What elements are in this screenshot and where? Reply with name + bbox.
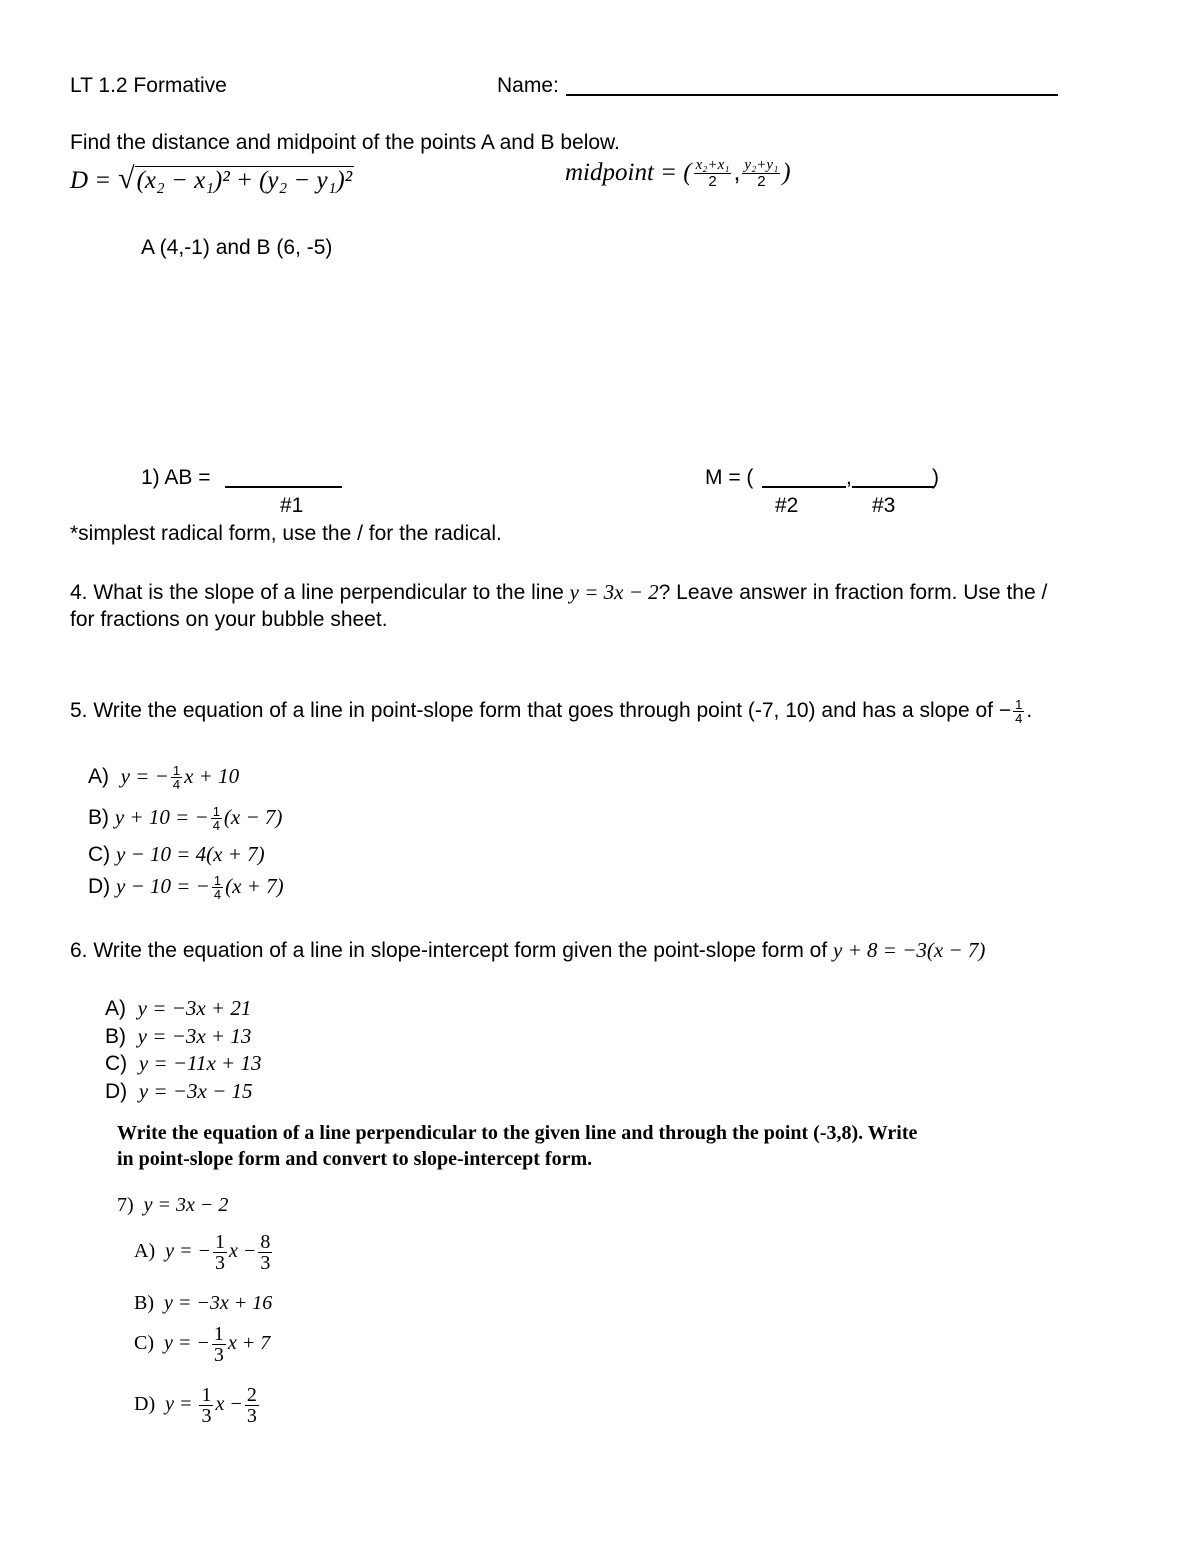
q1-label: 1) AB =: [141, 466, 211, 489]
q4-text-before: 4. What is the slope of a line perpendicular to the line: [70, 581, 570, 604]
option-label: A): [105, 997, 126, 1020]
q6-question: [70, 938, 985, 963]
q3-tag: #3: [872, 494, 896, 517]
midpoint-y-fraction: [742, 158, 780, 189]
option-expr-tail: (x + 7): [225, 874, 284, 899]
q4-line-1: [70, 580, 1047, 605]
option-label: C): [105, 1052, 128, 1075]
option-fraction: [211, 805, 222, 832]
option-fraction-2: [258, 1232, 272, 1273]
option-label: B): [105, 1025, 126, 1048]
midpoint-sep: ,: [733, 158, 741, 187]
midpoint-answer-sep: ,: [846, 466, 852, 489]
q7-prompt-expr: y = 3x − 2: [143, 1194, 229, 1216]
q5-question: [70, 698, 1032, 725]
option-fraction-1: [199, 1385, 213, 1426]
midpoint-answer-label: M = (: [705, 466, 754, 489]
option-lhs: y = −: [164, 1332, 210, 1355]
fraction-num: 1: [213, 1323, 224, 1345]
fraction-num: 2: [246, 1384, 257, 1406]
fraction-num: 8: [260, 1231, 271, 1253]
q4-line-2: for fractions on your bubble sheet.: [70, 608, 388, 631]
q5-end: .: [1026, 699, 1033, 723]
fraction-num: 1: [172, 763, 181, 778]
distance-lhs: D =: [70, 167, 112, 194]
option-mid: x −: [215, 1393, 243, 1416]
fraction-den: 3: [214, 1252, 225, 1274]
option-label: B): [88, 806, 109, 830]
q7-option-a[interactable]: [134, 1232, 274, 1273]
distance-formula: [70, 162, 354, 196]
q6-option-a[interactable]: [105, 996, 251, 1021]
radical-note: *simplest radical form, use the / for the radical.: [70, 522, 502, 545]
q5-option-c[interactable]: [88, 842, 265, 867]
option-mid: x + 7: [227, 1332, 271, 1355]
q3-answer-blank[interactable]: [852, 486, 934, 488]
option-expr: y − 10 = 4(x + 7): [116, 842, 265, 866]
distance-midpoint-instruction: Find the distance and midpoint of the points A and B below.: [70, 131, 620, 154]
option-fraction: [212, 874, 223, 901]
midpoint-close: ): [782, 159, 791, 187]
fraction-den: 3: [201, 1405, 212, 1427]
radical-icon: √: [118, 162, 135, 195]
option-label: B): [134, 1292, 154, 1314]
midpoint-y-den: 2: [757, 173, 766, 190]
option-expr-tail: x + 10: [184, 764, 240, 789]
option-label: A): [88, 765, 109, 789]
option-fraction-2: [245, 1385, 259, 1426]
midpoint-y-num: y₂+y₁: [744, 157, 779, 173]
q5-option-b[interactable]: [88, 805, 282, 832]
option-expr: y + 10 = −: [114, 805, 209, 830]
fraction-num: 1: [214, 1231, 225, 1253]
midpoint-answer-close: ): [932, 466, 939, 489]
option-expr: y − 10 = −: [116, 874, 210, 899]
q7-option-c[interactable]: [134, 1324, 270, 1365]
option-lhs: y =: [165, 1393, 198, 1416]
fraction-den: 4: [172, 777, 181, 792]
option-label: C): [88, 843, 111, 866]
q2-tag: #2: [775, 494, 799, 517]
q5-option-d[interactable]: [88, 874, 284, 901]
q7-prompt-label: 7): [117, 1194, 134, 1216]
q2-answer-blank[interactable]: [762, 486, 846, 488]
option-expr: y = −3x + 13: [137, 1024, 252, 1048]
midpoint-lhs: midpoint = (: [565, 159, 692, 187]
q6-equation: y + 8 = −3(x − 7): [833, 938, 986, 962]
option-label: D): [134, 1393, 156, 1416]
q6-option-b[interactable]: [105, 1024, 251, 1049]
q4-text-after: ? Leave answer in fraction form. Use the /: [658, 581, 1048, 604]
q5-text: 5. Write the equation of a line in point-slope form that goes through point (-7, 10) and has a slope of −: [70, 699, 1012, 723]
midpoint-formula: [565, 158, 791, 189]
option-fraction: [171, 764, 182, 791]
fraction-num: 1: [212, 804, 220, 819]
q4-equation: y = 3x − 2: [569, 580, 659, 604]
midpoint-x-den: 2: [708, 173, 717, 190]
option-expr: y = −3x + 21: [137, 996, 252, 1020]
q6-option-c[interactable]: [105, 1051, 261, 1076]
option-label: A): [134, 1240, 156, 1263]
option-fraction-1: [213, 1232, 227, 1273]
option-label: D): [88, 875, 111, 899]
option-expr: y = −3x − 15: [138, 1079, 253, 1103]
midpoint-x-fraction: [694, 158, 732, 189]
fraction-den: 3: [260, 1252, 271, 1274]
option-expr-tail: (x − 7): [223, 805, 283, 830]
worksheet-title: LT 1.2 Formative: [70, 74, 227, 97]
q1-answer-blank[interactable]: [225, 486, 342, 488]
fraction-den: 3: [213, 1344, 224, 1366]
option-label: C): [134, 1332, 154, 1355]
q7-instruction-line-2: in point-slope form and convert to slope-intercept form.: [117, 1148, 593, 1170]
fraction-den: 4: [213, 887, 222, 902]
given-points: A (4,-1) and B (6, -5): [141, 236, 333, 259]
distance-radicand: (x₂ − x₁)² + (y₂ − y₁)²: [136, 167, 353, 194]
q6-option-d[interactable]: [105, 1079, 253, 1104]
fraction-den: 4: [212, 818, 220, 833]
option-fraction-1: [212, 1324, 226, 1365]
option-lhs: y = −3x + 16: [164, 1292, 273, 1314]
fraction-num: 1: [213, 873, 222, 888]
q5-option-a[interactable]: [88, 764, 239, 791]
midpoint-x-num: x₂+x₁: [695, 157, 730, 173]
q7-option-d[interactable]: [134, 1385, 261, 1426]
q5-slope-num: 1: [1015, 697, 1023, 712]
option-mid: x −: [228, 1240, 257, 1263]
option-label: D): [105, 1080, 128, 1103]
fraction-den: 3: [246, 1405, 257, 1427]
q5-slope-fraction: [1013, 698, 1024, 725]
q7-option-b[interactable]: [134, 1292, 272, 1315]
q5-slope-den: 4: [1015, 711, 1023, 726]
name-field[interactable]: [566, 94, 1058, 96]
q1-tag: #1: [280, 494, 304, 517]
option-expr: y = −: [120, 764, 169, 789]
name-label: Name:: [497, 74, 559, 97]
q6-text: 6. Write the equation of a line in slope-intercept form given the point-slope form of: [70, 939, 834, 962]
q7-instruction-line-1: Write the equation of a line perpendicular to the given line and through the point (-3,8). Write: [117, 1122, 918, 1144]
fraction-num: 1: [201, 1384, 212, 1406]
q7-prompt: [117, 1194, 228, 1217]
option-lhs: y = −: [165, 1240, 211, 1263]
option-expr: y = −11x + 13: [138, 1051, 262, 1075]
